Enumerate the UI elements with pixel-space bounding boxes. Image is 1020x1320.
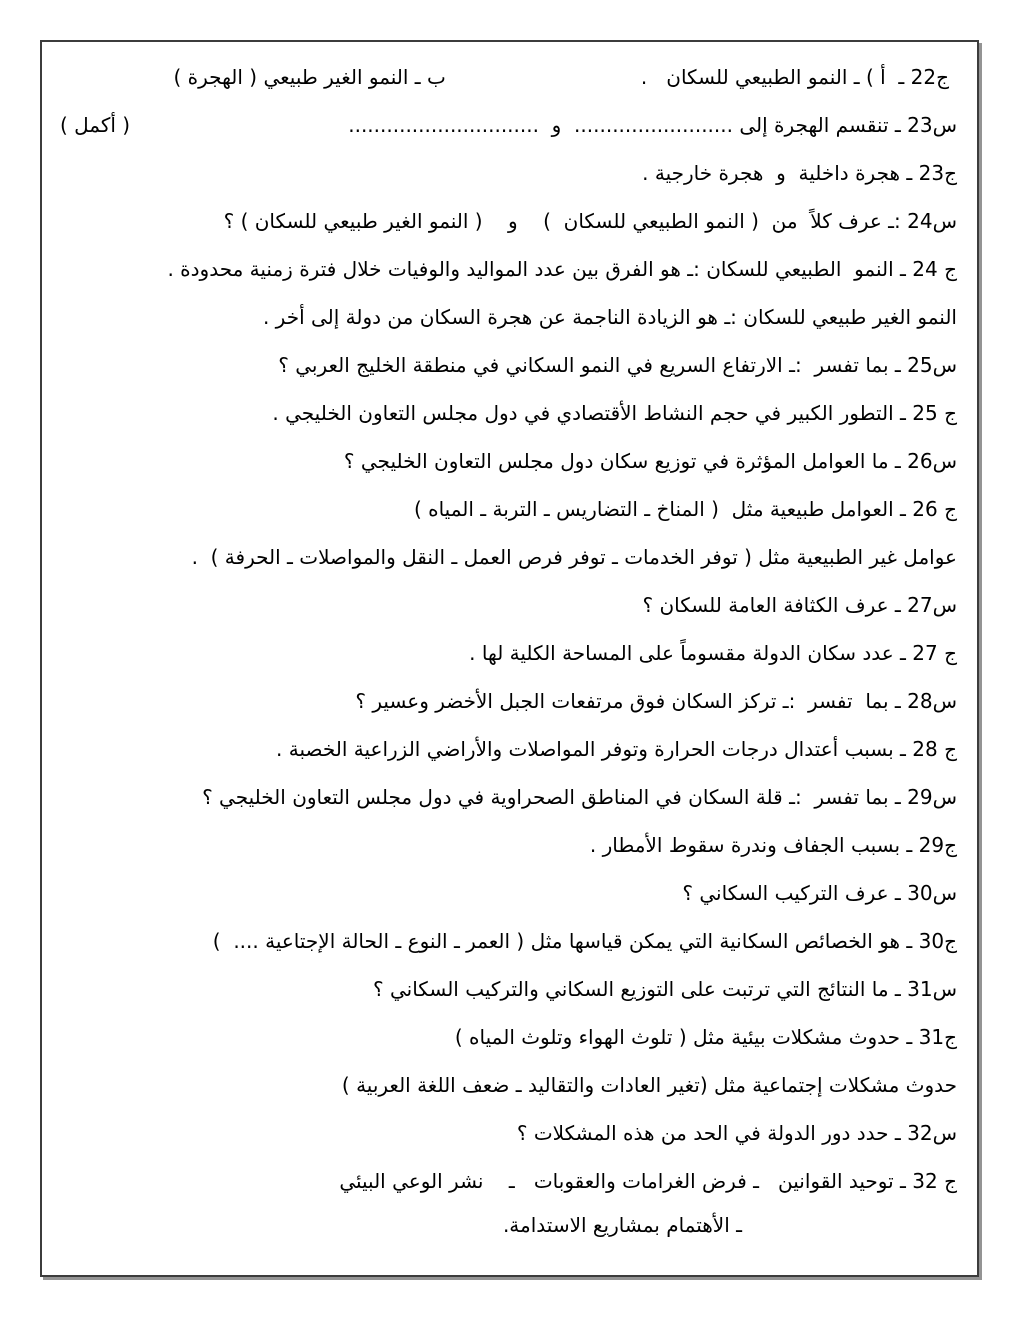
question-line-29 <box>60 773 957 821</box>
line-text: س31 ـ ما النتائج التي ترتبت على التوزيع السكاني والتركيب السكاني ؟ <box>373 977 957 1001</box>
line-text: النمو الغير طبيعي للسكان :ـ هو الزيادة الناجمة عن هجرة السكان من دولة إلى أخر . <box>262 305 957 329</box>
line-text: ج 26 ـ العوامل طبيعية مثل ( المناخ ـ التضاريس ـ التربة ـ المياه ) <box>413 497 957 521</box>
answer-line-25 <box>60 389 957 437</box>
line-text: حدوث مشكلات إجتماعية مثل (تغير العادات والتقاليد ـ ضعف اللغة العربية ) <box>341 1073 957 1097</box>
question-line-32 <box>60 1109 957 1157</box>
line-text: س29 ـ بما تفسر :ـ قلة السكان في المناطق الصحراوية في دول مجلس التعاون الخليجي ؟ <box>202 785 957 809</box>
answer-line-22 <box>60 53 957 101</box>
question-line-28 <box>60 677 957 725</box>
line-text: ج 32 ـ توحيد القوانين ـ فرض الغرامات والعقوبات ـ نشر الوعي البيئي <box>339 1169 957 1193</box>
question-line-26 <box>60 437 957 485</box>
question-line-24 <box>60 197 957 245</box>
line-text: ج31 ـ حدوث مشكلات بيئية مثل ( تلوث الهواء وتلوث المياه ) <box>454 1025 957 1049</box>
answer-line-30 <box>60 917 957 965</box>
line-text: س24 :ـ عرف كلاً من ( النمو الطبيعي للسكان ) و ( النمو الغير طبيعي للسكان ) ؟ <box>223 209 957 233</box>
line-text: ـ الأهتمام بمشاريع الاستدامة. <box>502 1213 742 1237</box>
answer-line-32-continued <box>60 1205 957 1245</box>
question-line-31 <box>60 965 957 1013</box>
question-line-30 <box>60 869 957 917</box>
line-text: ج 25 ـ التطور الكبير في حجم النشاط الأقتصادي في دول مجلس التعاون الخليجي . <box>272 401 957 425</box>
answer-line-31-continued <box>60 1061 957 1109</box>
complete-note: ( أكمل ) <box>60 113 131 137</box>
question-line-25 <box>60 341 957 389</box>
answer-line-31 <box>60 1013 957 1061</box>
line-text: س30 ـ عرف التركيب السكاني ؟ <box>682 881 957 905</box>
line-text: ج 27 ـ عدد سكان الدولة مقسوماً على المساحة الكلية لها . <box>469 641 957 665</box>
answer-line-29 <box>60 821 957 869</box>
question-23-text: س23 ـ تنقسم الهجرة إلى ......................... و .............................. <box>348 113 957 137</box>
answer-line-27 <box>60 629 957 677</box>
question-line-27 <box>60 581 957 629</box>
answer-line-23 <box>60 149 957 197</box>
worksheet-frame <box>40 40 979 1277</box>
line-text: س27 ـ عرف الكثافة العامة للسكان ؟ <box>642 593 957 617</box>
answer-line-28 <box>60 725 957 773</box>
line-text: ج23 ـ هجرة داخلية و هجرة خارجية . <box>642 161 957 185</box>
answer-line-26-continued <box>60 533 957 581</box>
line-text: عوامل غير الطبيعية مثل ( توفر الخدمات ـ توفر فرص العمل ـ النقل والمواصلات ـ الحرفة ) . <box>191 545 957 569</box>
answer-line-26 <box>60 485 957 533</box>
line-text: ج 28 ـ بسبب أعتدال درجات الحرارة وتوفر المواصلات والأراضي الزراعية الخصبة . <box>276 737 957 761</box>
answer-line-24-continued <box>60 293 957 341</box>
answer-22-part-a: ج22 ـ أ ) ـ النمو الطبيعي للسكان . <box>640 65 949 89</box>
answer-line-24 <box>60 245 957 293</box>
line-text: ج 24 ـ النمو الطبيعي للسكان :ـ هو الفرق بين عدد المواليد والوفيات خلال فترة زمنية محدودة . <box>167 257 957 281</box>
answer-22-part-b: ب ـ النمو الغير طبيعي ( الهجرة ) <box>173 65 446 89</box>
line-text: ج29 ـ بسبب الجفاف وندرة سقوط الأمطار . <box>589 833 957 857</box>
question-line-23 <box>60 101 957 149</box>
line-text: ج30 ـ هو الخصائص السكانية التي يمكن قياسها مثل ( العمر ـ النوع ـ الحالة الإجتاعية .... ) <box>212 929 957 953</box>
line-text: س25 ـ بما تفسر :ـ الارتفاع السريع في النمو السكاني في منطقة الخليج العربي ؟ <box>278 353 957 377</box>
line-text: س26 ـ ما العوامل المؤثرة في توزيع سكان دول مجلس التعاون الخليجي ؟ <box>343 449 957 473</box>
answer-line-32 <box>60 1157 957 1205</box>
line-text: س32 ـ حدد دور الدولة في الحد من هذه المشكلات ؟ <box>516 1121 957 1145</box>
line-text: س28 ـ بما تفسر :ـ تركز السكان فوق مرتفعات الجبل الأخضر وعسير ؟ <box>355 689 957 713</box>
